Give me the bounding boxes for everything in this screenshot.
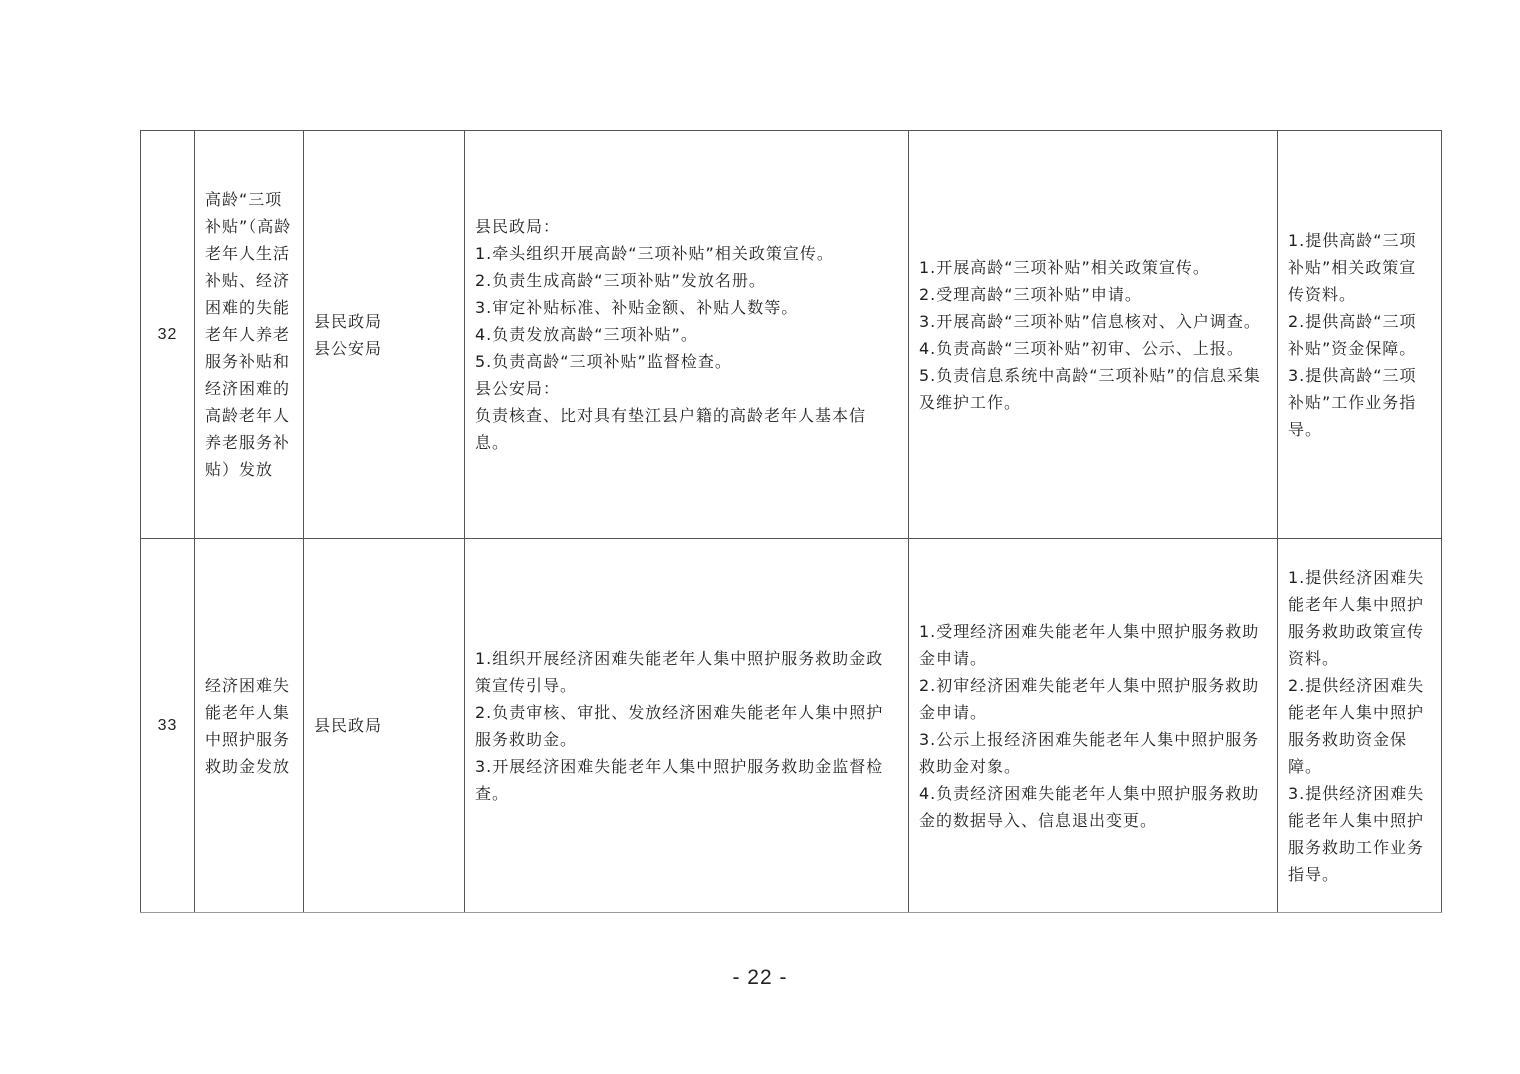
guidance	[1278, 539, 1442, 913]
duty-line: 1.提供高龄“三项补贴”相关政策宣传资料。	[1288, 230, 1417, 304]
duty-line: 2.提供高龄“三项补贴”资金保障。	[1288, 311, 1417, 358]
item-name: 高龄“三项补贴”（高龄老年人生活补贴、经济困难的失能老年人养老服务补贴和经济困难的高龄老年人养老服务补贴）发放	[195, 131, 304, 539]
duty-line: 1.开展高龄“三项补贴”相关政策宣传。	[919, 257, 1210, 277]
duty-line: 1.受理经济困难失能老年人集中照护服务救助金申请。	[919, 621, 1260, 668]
duty-line: 2.初审经济困难失能老年人集中照护服务救助金申请。	[919, 675, 1260, 722]
duty-line: 4.负责经济困难失能老年人集中照护服务救助金的数据导入、信息退出变更。	[919, 783, 1260, 830]
duty-line: 4.负责发放高龄“三项补贴”。	[475, 325, 698, 344]
county-duties	[465, 539, 909, 913]
town-duties	[909, 131, 1278, 539]
county-duties	[465, 131, 909, 539]
duty-line: 1.提供经济困难失能老年人集中照护服务救助政策宣传资料。	[1288, 567, 1425, 668]
duty-line: 1.组织开展经济困难失能老年人集中照护服务救助金政策宣传引导。	[475, 648, 884, 695]
department: 县民政局	[314, 311, 383, 331]
town-duties	[909, 539, 1278, 913]
responsible-departments	[304, 539, 465, 913]
duty-line: 3.提供经济困难失能老年人集中照护服务救助工作业务指导。	[1288, 783, 1425, 884]
department: 县公安局	[314, 338, 383, 358]
duty-line: 3.公示上报经济困难失能老年人集中照护服务救助金对象。	[919, 729, 1260, 776]
table-row	[141, 131, 1442, 539]
duty-line: 3.提供高龄“三项补贴”工作业务指导。	[1288, 365, 1417, 439]
duty-line: 2.负责审核、审批、发放经济困难失能老年人集中照护服务救助金。	[475, 702, 884, 749]
duty-line: 3.开展高龄“三项补贴”信息核对、入户调查。	[919, 311, 1261, 331]
duty-line: 负责核查、比对具有垫江县户籍的高龄老年人基本信息。	[475, 406, 867, 452]
duty-line: 县民政局：	[475, 217, 561, 236]
duty-line: 5.负责信息系统中高龄“三项补贴”的信息采集及维护工作。	[919, 365, 1261, 412]
duty-line: 2.提供经济困难失能老年人集中照护服务救助资金保障。	[1288, 675, 1425, 776]
duty-line: 1.牵头组织开展高龄“三项补贴”相关政策宣传。	[475, 244, 834, 263]
duty-line: 5.负责高龄“三项补贴”监督检查。	[475, 352, 732, 371]
duty-line: 3.开展经济困难失能老年人集中照护服务救助金监督检查。	[475, 756, 884, 803]
row-number: 33	[141, 539, 195, 913]
duty-line: 2.受理高龄“三项补贴”申请。	[919, 284, 1142, 304]
responsible-departments	[304, 131, 465, 539]
guidance	[1278, 131, 1442, 539]
department: 县民政局	[314, 716, 383, 735]
duty-line: 4.负责高龄“三项补贴”初审、公示、上报。	[919, 338, 1244, 358]
responsibility-table	[140, 130, 1442, 913]
duty-line: 县公安局：	[475, 379, 561, 398]
duty-line: 2.负责生成高龄“三项补贴”发放名册。	[475, 271, 766, 290]
duty-line: 3.审定补贴标准、补贴金额、补贴人数等。	[475, 298, 799, 317]
page-number: - 22 -	[732, 966, 788, 989]
item-name: 经济困难失能老年人集中照护服务救助金发放	[195, 539, 304, 913]
row-number: 32	[141, 131, 195, 539]
table-row	[141, 539, 1442, 913]
